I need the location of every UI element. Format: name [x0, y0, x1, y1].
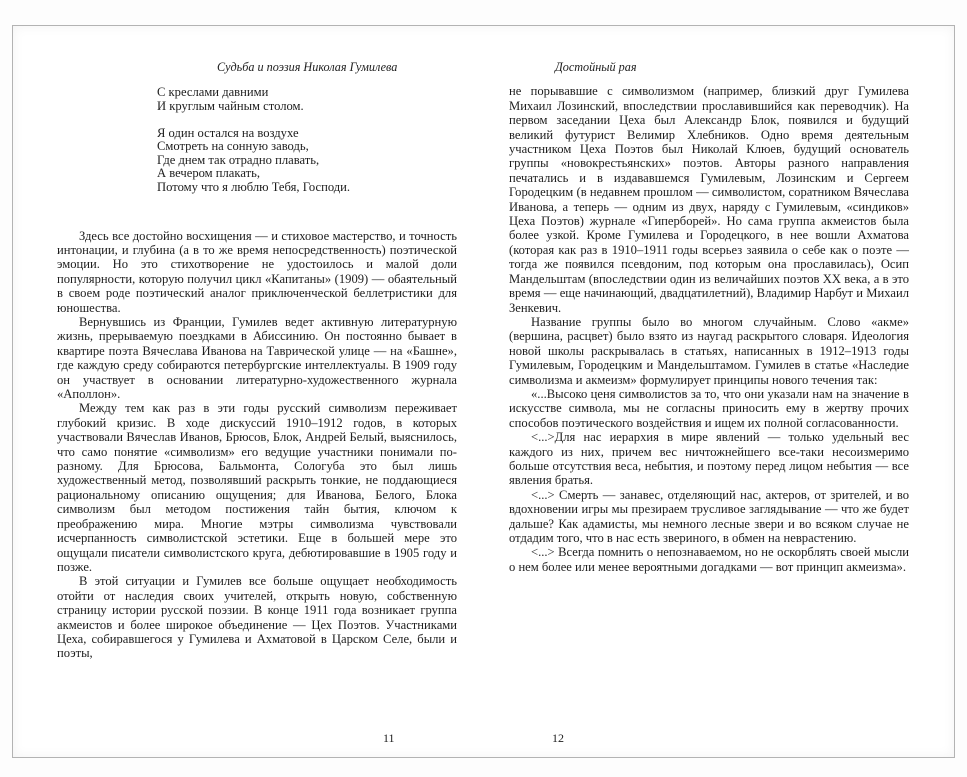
page-number-left: 11 [383, 731, 395, 745]
right-page [509, 60, 909, 574]
left-page-text [57, 229, 457, 661]
verse-line: Я один остался на воздухе [157, 125, 299, 140]
left-page [57, 60, 457, 661]
verse-line: Смотреть на сонную заводь, [157, 139, 309, 154]
page-number-right: 12 [552, 731, 564, 745]
verse-line: С креслами давними [157, 85, 269, 100]
paragraph: «...Высоко ценя символистов за то, что они указали нам на значение в искусстве символа, мы не согласны приносить ему в жертву прочих способов поэтического воздействия и ищем их полной согласованности. [509, 386, 909, 430]
paragraph: Между тем как раз в эти годы русский символизм переживает глубокий кризис. В ходе дискуссий 1910–1912 годов, в которых участвовали Вячеслав Иванов, Брюсов, Блок, Андрей Белый, выяснилось, что само понятие «символизм» его ведущие участники понимали по-разному. Для Брюсова, Бальмонта, Сологуба это был лишь художественный метод, позволявший раскрыть тонкие, не поддающиеся рациональному описанию ощущения; для Иванова, Белого, Блока символизм был методом постижения тайн бытия, ключом к преображению мира. Многие мэтры символизма чувствовали исчерпанность символистской эстетики. Еще в большей мере это ощущали писатели символистского круга, дебютировавшие в 1905 году и позже. [57, 401, 457, 574]
paragraph: <...> Смерть — занавес, отделяющий нас, актеров, от зрителей, и во вдохновении игры мы презираем трусливое заглядывание — что же будет дальше? Как адамисты, мы немного лесные звери и во всяком случае не отдадим того, что в нас есть звериного, в обмен на неврастению. [509, 487, 909, 545]
paragraph: В этой ситуации и Гумилев все больше ощущает необходимость отойти от наследия своих учителей, открыть новую, собственную страницу истории русской поэзии. В конце 1911 года возникает группа акмеистов и более широкое объединение — Цех Поэтов. Участниками Цеха, собиравшегося у Гумилева и Ахматовой в Царском Селе, были и поэты, [57, 574, 457, 661]
verse-line: Потому что я люблю Тебя, Господи. [157, 179, 351, 194]
paragraph: <...>Для нас иерархия в мире явлений — только удельный вес каждого из них, причем вес ничтожнейшего все-таки несоизмеримо больше отсутствия веса, небытия, и поэтому перед лицом небытия — все явления братья. [509, 430, 909, 488]
verse-line: Где днем так отрадно плавать, [157, 152, 320, 167]
verse-line: А вечером плакать, [157, 166, 260, 181]
paragraph: Вернувшись из Франции, Гумилев ведет активную литературную жизнь, прерываемую поездками в Абиссинию. Он постоянно бывает в квартире поэта Вячеслава Иванова на Таврической улице — на «Башне», где каждую среду собираются петербургские интеллектуалы. В 1909 году он участвует в основании литературно-художественного журнала «Аполлон». [57, 315, 457, 402]
paragraph: <...> Всегда помнить о непознаваемом, но не оскорблять своей мысли о нем более или менее вероятными догадками — вот принцип акмеизма». [509, 545, 909, 574]
paragraph: Название группы было во многом случайным. Слово «акме» (вершина, расцвет) было взято из наугад раскрытого словаря. Идеология новой школы раскрывалась в статьях, написанных в 1912–1913 годы Гумилевым, Городецким и Мандельштамом. Гумилев в статье «Наследие символизма и акмеизм» формулирует принципы нового течения так: [509, 314, 909, 387]
stanza-gap [157, 114, 457, 127]
running-head-right: Достойный рая [555, 60, 637, 74]
paragraph: Здесь все достойно восхищения — и стиховое мастерство, и точность интонации, и глубина (а в то же время непосредственность) поэтической эмоции. Но это стихотворение не удостоилось и малой доли популярности, которую получил цикл «Капитаны» (1909) — обаятельный в своем роде поэтический аналог приключенческой беллетристики для юношества. [57, 228, 457, 315]
verse-block [157, 86, 457, 194]
verse-line: И круглым чайным столом. [157, 99, 304, 113]
paragraph: не порывавшие с символизмом (например, близкий друг Гумилева Михаил Лозинский, впоследствии прославившийся как переводчик). На первом заседании Цеха был Александр Блок, появился и будущий великий футурист Велимир Хлебников. Одно время деятельным участником Цеха Поэтов был Николай Клюев, будущий основатель группы «новокрестьянских» поэтов. Авторы разного направления печатались и в издававшемся Гумилевым, Лозинским и Сергеем Городецким (в недавнем прошлом — символистом, соратником Вячеслава Иванова, а теперь — одним из двух, наряду с Гумилевым, «синдиков» Цеха Поэтов) журнале «Гиперборей». Но сама группа акмеистов была более узкой. Кроме Гумилева и Городецкого, в нее вошли Ахматова (которая как раз в 1910–1911 годы всерьез заявила о себе как о поэте — тогда же появился псевдоним, под которым она прославилась), Осип Мандельштам (впоследствии один из величайших поэтов XX века, а в это время — еще начинающий, двадцатилетний), Владимир Нарбут и Михаил Зенкевич. [509, 84, 909, 315]
running-head-left: Судьба и поэзия Николая Гумилева [217, 60, 398, 74]
right-page-text [509, 84, 909, 574]
